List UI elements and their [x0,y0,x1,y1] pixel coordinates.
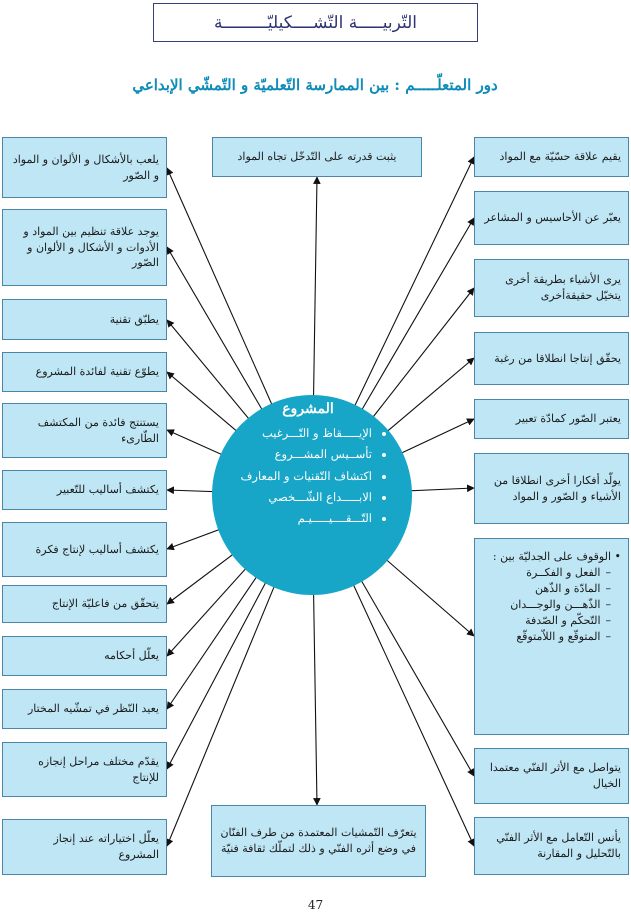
right-box-text: يعتبر الصّور كمادّة تعبير [515,412,621,426]
hub-item: • اكتشاف التّقنيات و المعارف [230,466,372,487]
left-box-deduce-benefit [2,403,167,458]
dialectic-item: – المتوقّع و اللاّمتوقّع [482,629,611,645]
page-title-text: التّربيـــــة التّشــــكيليّـــــــــة [213,12,418,33]
right-box-text: يرى الأشياء بطريقة أخرى يتخيّل حقيقةأخرى [505,273,621,302]
dialectic-list [482,565,621,645]
top-box-intervention [212,137,422,177]
left-box-justify-choices [2,819,167,875]
hub-item: • التّـــقــــيـــــيـم [230,508,372,529]
dialectic-item: – المادّة و الذّهن [482,581,611,597]
hub-item: • تأســيس المشـــروع [230,444,372,465]
left-box-text: يستنتج فائدة من المكتشف الطّارىء [37,415,159,445]
dialectic-title: • الوقوف على الجدليّة بين : [492,550,621,563]
right-box-text: يحقّق إنتاجا انطلاقا من رغبة [494,351,621,365]
right-box-generate-ideas [474,453,629,524]
hub-list [230,423,386,529]
left-box-text: يكتشف أساليب للتّعبير [56,483,159,497]
project-hub-circle [212,395,412,595]
left-box-play-shapes [2,137,167,198]
hub-title: المشروع [282,401,334,417]
left-box-justify-judgments [2,636,167,676]
top-box-text: يثبت قدرته على التّدخّل تجاه المواد [237,150,397,164]
right-box-text: يتواصل مع الأثر الفنّي معتمدا الخيال [489,761,621,790]
left-box-text: يطبّق تقنية [109,312,159,326]
hub-item: • الابـــــداع الشّـــخصي [230,487,372,508]
right-box-express-feelings [474,191,629,245]
right-box-dialectic [474,538,629,735]
dialectic-item: – الذّهـــن والوجـــدان [482,597,611,613]
right-box-analyze-artwork [474,817,629,875]
left-box-text: يعيد النّظر في تمشّيه المختار [28,702,159,716]
left-box-text: يكتشف أساليب لإنتاج فكرة [35,542,159,556]
dialectic-item: – الفعل و الفكــرة [482,565,611,581]
diagram-subtitle: دور المتعلّـــــم : بين الممارسة التّعلميّة و التّمشّي الإبداعي [132,76,498,94]
dialectic-item: – التّحكّم و الصّدفة [482,613,611,629]
left-box-text: يوجد علاقة تنظيم بين المواد و الأدوات و الأشكال و الألوان و الصّور [23,224,159,270]
right-box-sensory-relation [474,137,629,177]
right-box-text: يولّد أفكارا أخرى انطلاقا من الأشياء و الصّور و المواد [493,473,621,503]
hub-item: • الإيـــــقاظ و التّـــرغيب [230,423,372,444]
right-box-images-as-medium [474,399,629,439]
left-box-text: يطوّع تقنية لفائدة المشروع [35,365,159,379]
left-box-text: يعلّل اختياراته عند إنجاز المشروع [53,832,159,861]
right-box-production-from-desire [474,332,629,385]
page-number: 47 [307,898,324,912]
left-box-text: يلعب بالأشكال و الألوان و المواد و الصّور [12,152,159,182]
right-box-see-differently [474,259,629,317]
left-box-text: يعلّل أحكامه [104,649,159,663]
left-box-verify-effectiveness [2,585,167,623]
right-box-text: يعبّر عن الأحاسيس و المشاعر [484,211,621,225]
left-box-expression-methods [2,470,167,510]
left-box-text: يقدّم مختلف مراحل إنجازه للإنتاج [38,754,159,784]
right-box-text: يقيم علاقة حسّيّة مع المواد [499,150,621,164]
left-box-adapt-technique [2,352,167,392]
bottom-box-text: يتعرّف التّمشيات المعتمدة من طرف الفنّان في وضع أثره الفنّي و ذلك لتملّك ثقافة فنيّة [220,826,417,855]
left-box-present-stages [2,742,167,797]
right-box-communicate-artwork [474,748,629,804]
left-box-text: يتحقّق من فاعليّة الإنتاج [51,597,159,611]
left-box-organize-relation [2,209,167,286]
left-box-idea-methods [2,522,167,577]
bottom-box-artist-approaches [211,805,426,877]
left-box-reconsider-approach [2,689,167,729]
left-box-apply-technique [2,299,167,340]
right-box-text: يأنس التّعامل مع الأثر الفنّي بالتّحليل و المقارنة [496,831,621,860]
